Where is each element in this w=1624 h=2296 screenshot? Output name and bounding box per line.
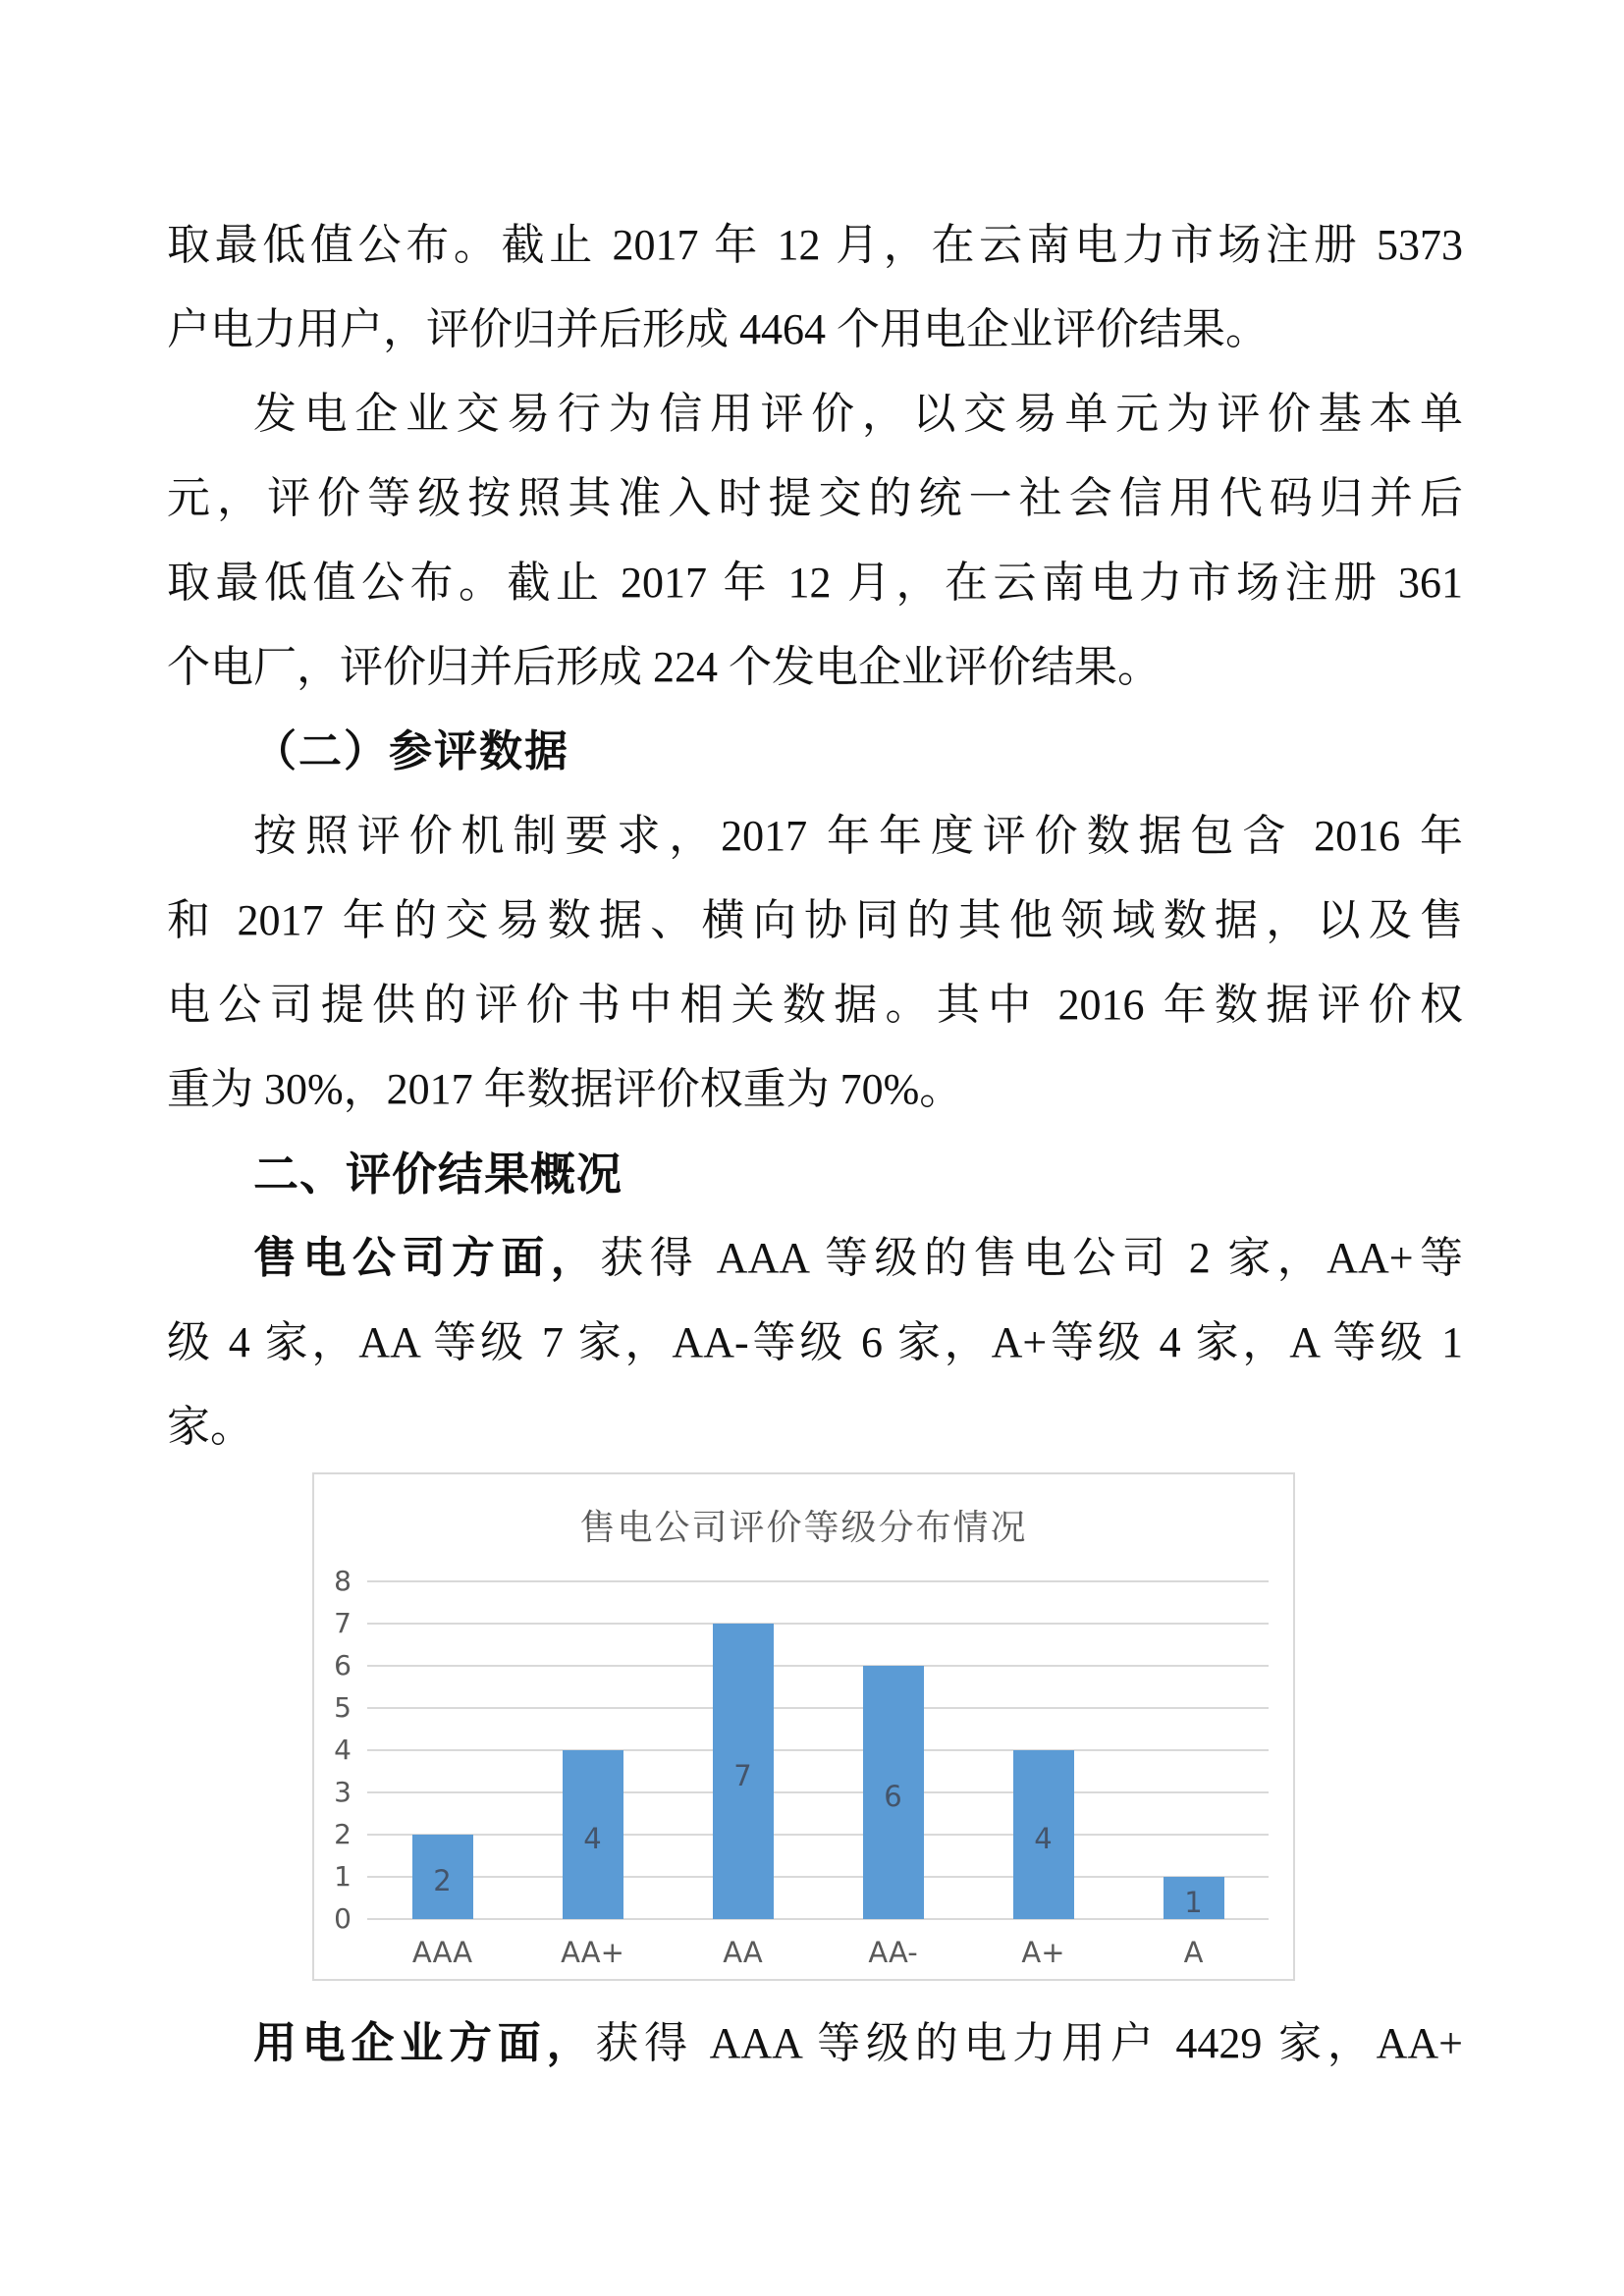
y-axis-tick-label: 2	[334, 1818, 352, 1850]
gridline	[367, 1623, 1269, 1625]
y-axis-tick-label: 1	[334, 1860, 352, 1893]
text-line: 电公司提供的评价书中相关数据。其中 2016 年数据评价权	[167, 981, 1463, 1029]
text-line: 户电力用户，评价归并后形成 4464 个用电企业评价结果。	[167, 305, 1269, 353]
y-axis-tick-label: 5	[334, 1691, 352, 1724]
bar-value-label: 2	[433, 1864, 452, 1897]
subsection-heading: （二）参评数据	[253, 727, 569, 775]
bar-value-label: 7	[733, 1758, 752, 1792]
text-line: 级 4 家，AA 等级 7 家，AA-等级 6 家，A+等级 4 家，A 等级 1	[167, 1318, 1463, 1366]
x-axis-category-label: AA+	[561, 1936, 624, 1969]
gridline	[367, 1749, 1269, 1751]
text-line	[167, 2002, 1463, 2086]
body-text-upper	[167, 203, 1463, 1469]
text-line: 和 2017 年的交易数据、横向协同的其他领域数据，以及售	[167, 896, 1463, 944]
y-axis-tick-label: 0	[334, 1902, 352, 1935]
text-line: 发电企业交易行为信用评价，以交易单元为评价基本单	[253, 390, 1463, 438]
gridline	[367, 1707, 1269, 1709]
x-axis-category-label: A	[1183, 1936, 1204, 1969]
text-line: 家。	[167, 1403, 253, 1451]
text-line: 取最低值公布。截止 2017 年 12 月，在云南电力市场注册 5373	[167, 221, 1463, 269]
x-axis-category-label: AA-	[868, 1936, 918, 1969]
bar-value-label: 4	[583, 1822, 602, 1855]
y-axis-tick-label: 4	[334, 1734, 352, 1766]
x-axis-category-label: A+	[1021, 1936, 1065, 1969]
x-axis-category-label: AA	[723, 1936, 763, 1969]
x-axis-category-label: AAA	[411, 1936, 473, 1969]
y-axis-tick-label: 8	[334, 1565, 352, 1597]
bold-run: 售电公司方面，	[253, 1234, 601, 1282]
text-line: 重为 30%，2017 年数据评价权重为 70%。	[167, 1065, 963, 1113]
y-axis-tick-label: 6	[334, 1649, 352, 1682]
sales-company-rating-chart	[312, 1472, 1295, 1981]
text-run: 获得 AAA 等级的售电公司 2 家，AA+等	[600, 1234, 1464, 1282]
bar-value-label: 4	[1034, 1822, 1053, 1855]
bold-run: 用电企业方面，	[253, 2019, 596, 2067]
section-heading: 二、评价结果概况	[253, 1148, 623, 1200]
gridline	[367, 1791, 1269, 1793]
chart-title: 售电公司评价等级分布情况	[579, 1508, 1028, 1548]
text-line: 按照评价机制要求，2017 年年度评价数据包含 2016 年	[253, 812, 1463, 860]
text-line: 元，评价等级按照其准入时提交的统一社会信用代码归并后	[167, 474, 1463, 522]
bar-value-label: 1	[1184, 1885, 1203, 1919]
bar-value-label: 6	[884, 1780, 902, 1813]
gridline	[367, 1918, 1269, 1920]
text-line: 取最低值公布。截止 2017 年 12 月，在云南电力市场注册 361	[167, 559, 1463, 607]
text-line: 个电厂，评价归并后形成 224 个发电企业评价结果。	[167, 643, 1161, 691]
text-run: 获得 AAA 等级的电力用户 4429 家，AA+	[595, 2019, 1464, 2067]
y-axis-tick-label: 7	[334, 1607, 352, 1639]
gridline	[367, 1876, 1269, 1878]
text-line	[167, 1216, 1463, 1301]
gridline	[367, 1834, 1269, 1836]
y-axis-tick-label: 3	[334, 1776, 352, 1808]
gridline	[367, 1665, 1269, 1667]
gridline	[367, 1580, 1269, 1582]
body-text-lower	[167, 2002, 1463, 2086]
